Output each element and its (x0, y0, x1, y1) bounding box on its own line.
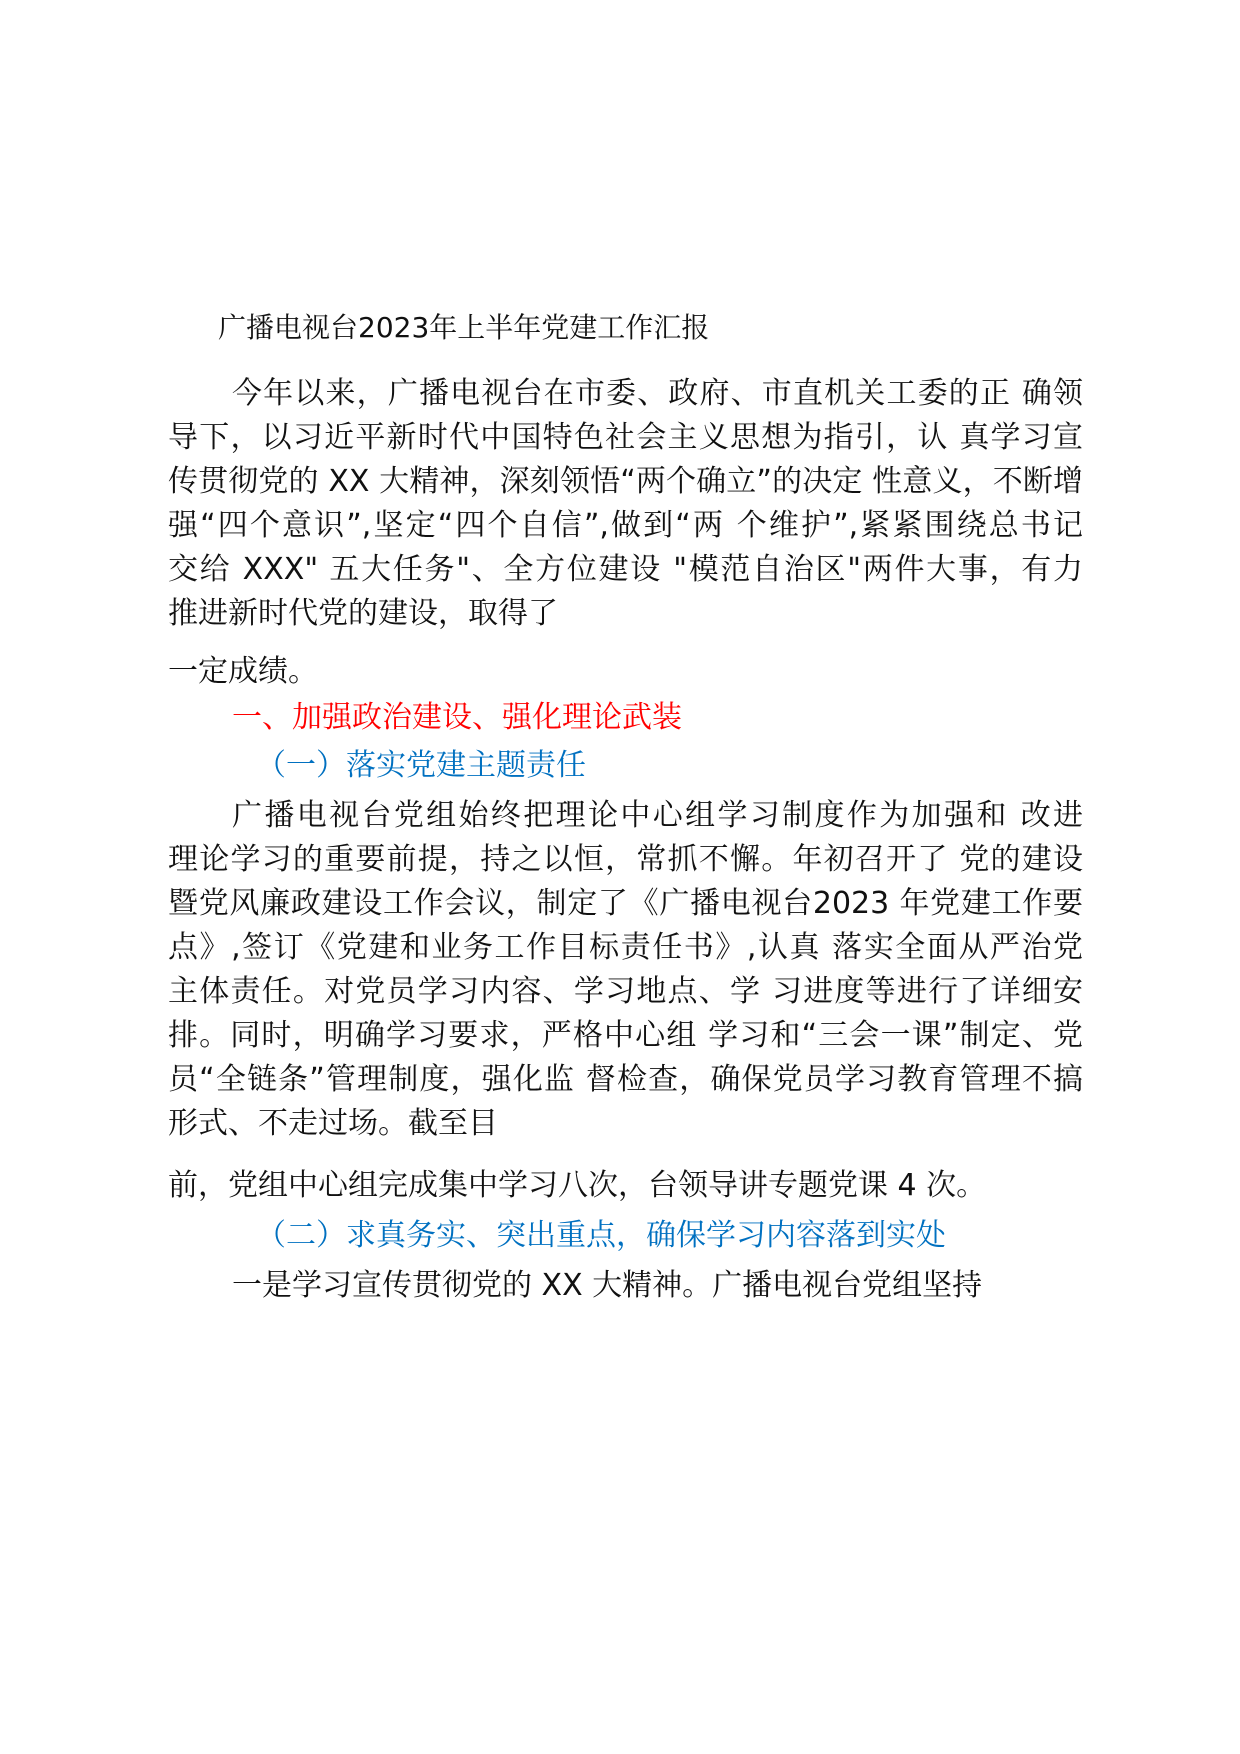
paragraph-line: 推进新时代党的建设，取得了 (168, 596, 558, 631)
subsection-heading: （二）求真务实、突出重点，确保学习内容落到实处 (256, 1218, 946, 1253)
section-heading: 一、加强政治建设、强化理论武装 (232, 700, 682, 735)
paragraph-line: 广播电视台党组始终把理论中心组学习制度作为加强和 改进 (232, 798, 1083, 833)
paragraph-line: 暨党风廉政建设工作会议，制定了《广播电视台2023 年党建工作要 (168, 886, 1083, 921)
document-title: 广播电视台2023年上半年党建工作汇报 (218, 311, 710, 344)
paragraph-line: 排。同时，明确学习要求，严格中心组 学习和“三会一课”制定、党 (168, 1018, 1083, 1053)
paragraph-line: 员“全链条”管理制度，强化监 督检查，确保党员学习教育管理不搞 (168, 1062, 1083, 1097)
subsection-heading: （一）落实党建主题责任 (256, 748, 586, 783)
paragraph-line: 强“四个意识”,坚定“四个自信”,做到“两 个维护”,紧紧围绕总书记 (168, 508, 1083, 543)
paragraph-line: 前，党组中心组完成集中学习八次，台领导讲专题党课 4 次。 (168, 1168, 987, 1203)
paragraph-line: 主体责任。对党员学习内容、学习地点、学 习进度等进行了详细安 (168, 974, 1083, 1009)
paragraph-line: 交给 XXX" 五大任务"、全方位建设 "模范自治区"两件大事，有力 (168, 552, 1083, 587)
paragraph-line: 今年以来，广播电视台在市委、政府、市直机关工委的正 确领 (232, 376, 1083, 411)
paragraph-line: 理论学习的重要前提，持之以恒，常抓不懈。年初召开了 党的建设 (168, 842, 1083, 877)
paragraph-line: 传贯彻党的 XX 大精神，深刻领悟“两个确立”的决定 性意义，不断增 (168, 464, 1083, 499)
paragraph-line: 形式、不走过场。截至目 (168, 1106, 498, 1141)
paragraph-line: 一定成绩。 (168, 654, 318, 689)
paragraph-line: 导下，以习近平新时代中国特色社会主义思想为指引，认 真学习宣 (168, 420, 1083, 455)
paragraph-line: 一是学习宣传贯彻党的 XX 大精神。广播电视台党组坚持 (232, 1268, 983, 1303)
paragraph-line: 点》,签订《党建和业务工作目标责任书》,认真 落实全面从严治党 (168, 930, 1083, 965)
